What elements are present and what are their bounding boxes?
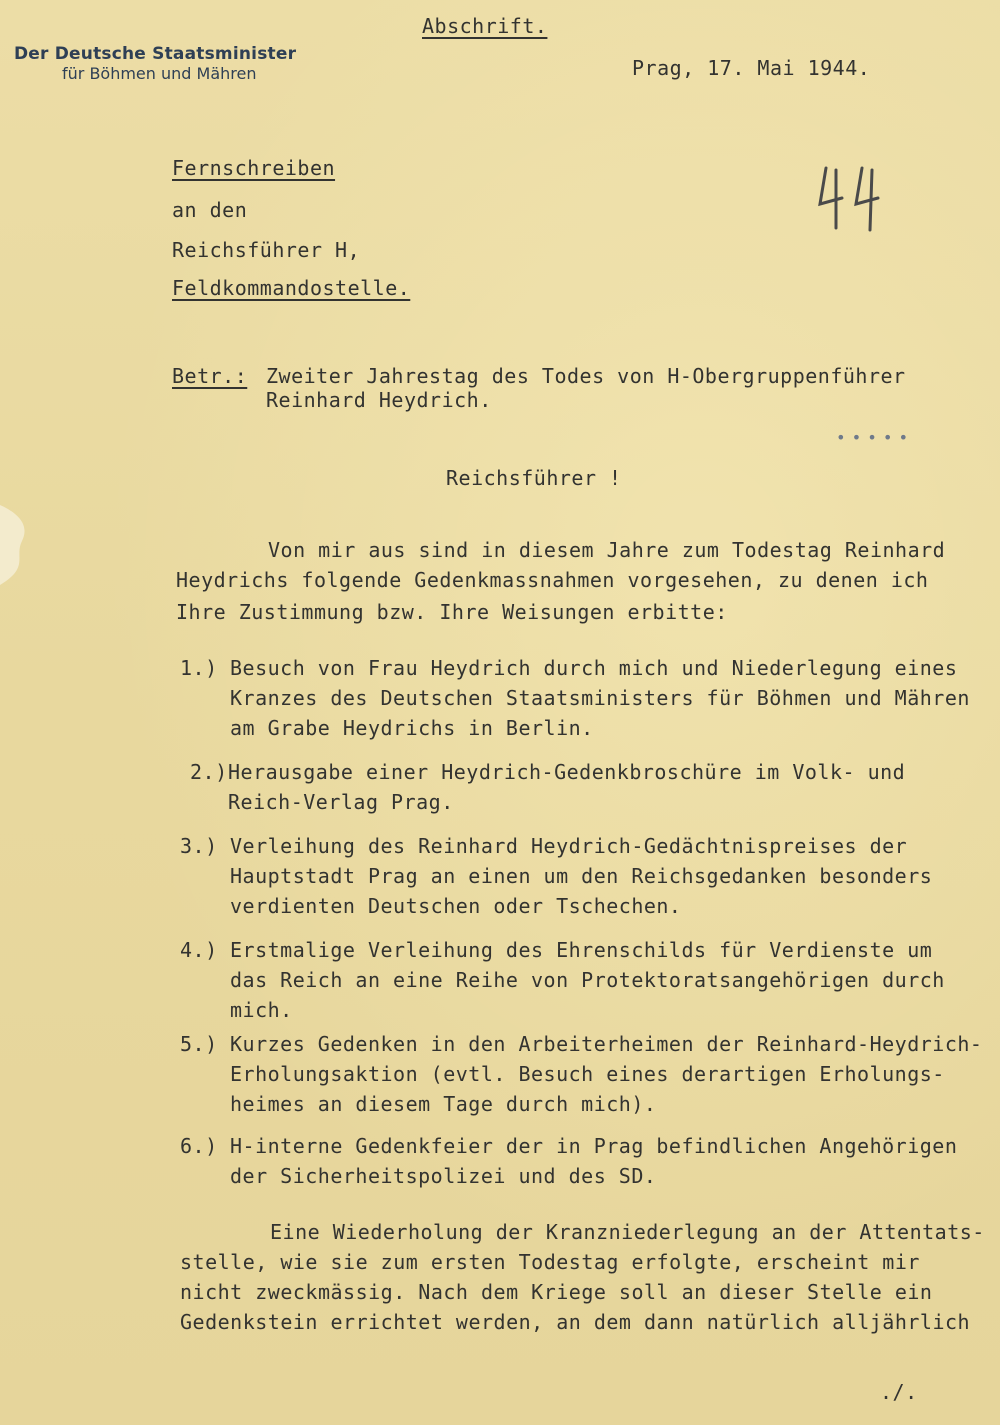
item-1-line3: am Grabe Heydrichs in Berlin. [230,716,594,740]
recipient-line1: an den [172,198,248,222]
item-5-line3: heimes an diesem Tage durch mich). [230,1092,657,1116]
item-1-number: 1.) [180,656,218,680]
item-6-number: 6.) [180,1134,218,1158]
intro-line3: Ihre Zustimmung bzw. Ihre Weisungen erbitte: [176,600,728,624]
recipient-line3: Feldkommandostelle. [172,276,411,300]
closing-line1: Eine Wiederholung der Kranzniederlegung an der Attentats- [270,1220,985,1244]
salutation: Reichsführer ! [446,466,622,490]
item-2-line1: Herausgabe einer Heydrich-Gedenkbroschüre im Volk- und [228,760,906,784]
item-4-line1: Erstmalige Verleihung des Ehrenschilds für Verdienste um [230,938,933,962]
item-5-line2: Erholungsaktion (evtl. Besuch eines derartigen Erholungs- [230,1062,945,1086]
item-4-line2: das Reich an eine Reihe von Protektoratsangehörigen durch [230,968,945,992]
item-1-line1: Besuch von Frau Heydrich durch mich und Niederlegung eines [230,656,958,680]
item-3-line3: verdienten Deutschen oder Tschechen. [230,894,682,918]
handwritten-number-mark [812,158,892,238]
subject-label: Betr.: [172,364,248,388]
recipient-line2: Reichsführer H, [172,238,361,262]
copy-label: Abschrift. [422,14,548,38]
closing-line3: nicht zweckmässig. Nach dem Kriege soll an dieser Stelle ein [180,1280,933,1304]
item-5-line1: Kurzes Gedenken in den Arbeiterheimen der Reinhard-Heydrich- [230,1032,983,1056]
item-2-line2: Reich-Verlag Prag. [228,790,454,814]
subject-line2: Reinhard Heydrich. [266,388,492,412]
place-date: Prag, 17. Mai 1944. [632,56,871,80]
item-4-number: 4.) [180,938,218,962]
item-6-line1: H-interne Gedenkfeier der in Prag befindlichen Angehörigen [230,1134,958,1158]
item-2-number: 2.) [190,760,228,784]
subject-line1: Zweiter Jahrestag des Todes von H-Obergruppenführer [266,364,906,388]
closing-line4: Gedenkstein errichtet werden, an dem dann natürlich alljährlich [180,1310,971,1334]
continuation-mark: ./. [880,1380,918,1404]
item-3-line2: Hauptstadt Prag an einen um den Reichsgedanken besonders [230,864,933,888]
ministry-stamp-line1: Der Deutsche Staatsminister [14,44,297,64]
intro-line1: Von mir aus sind in diesem Jahre zum Todestag Reinhard [268,538,946,562]
item-6-line2: der Sicherheitspolizei und des SD. [230,1164,657,1188]
closing-line2: stelle, wie sie zum ersten Todestag erfolgte, erscheint mir [180,1250,920,1274]
item-3-number: 3.) [180,834,218,858]
paper-tear-mark [0,505,40,585]
ministry-stamp-line2: für Böhmen und Mähren [62,64,257,83]
item-5-number: 5.) [180,1032,218,1056]
intro-line2: Heydrichs folgende Gedenkmassnahmen vorgesehen, zu denen ich [176,568,929,592]
item-1-line2: Kranzes des Deutschen Staatsministers für Böhmen und Mähren [230,686,970,710]
faint-dots: ••••• [836,428,915,447]
item-4-line3: mich. [230,998,293,1022]
message-type: Fernschreiben [172,156,336,180]
item-3-line1: Verleihung des Reinhard Heydrich-Gedächtnispreises der [230,834,908,858]
